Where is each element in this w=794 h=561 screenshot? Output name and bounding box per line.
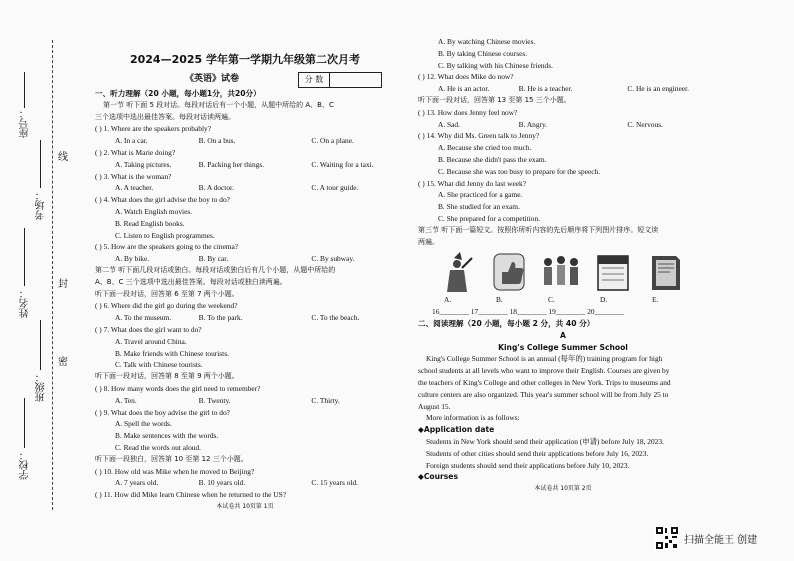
passage-line: culture centers are also organized. This year's summer school will be from July 25 to bbox=[418, 389, 669, 399]
option-text: A. A teacher. bbox=[115, 183, 154, 193]
answer-options bbox=[95, 135, 395, 147]
answer-options bbox=[95, 477, 395, 489]
right-column bbox=[418, 36, 708, 495]
question-text: ( ) 2. What is Marie doing? bbox=[95, 147, 176, 157]
option-text: A. By watching Chinese movies. bbox=[438, 37, 536, 46]
right-page-footer: 本试卷共 10页第 2页 bbox=[534, 485, 592, 493]
question-text: ( ) 15. What did Jenny do last week? bbox=[418, 178, 527, 188]
option-text: C. Thirty. bbox=[311, 395, 340, 405]
pic-label-a: A. bbox=[444, 295, 452, 305]
option-text: B. To the park. bbox=[198, 313, 243, 323]
instruction-text: 听下面一段对话，回答第 8 至第 9 两个小题。 bbox=[95, 372, 239, 381]
question-text: ( ) 3. What is the woman? bbox=[95, 171, 172, 181]
name-underline bbox=[24, 228, 25, 286]
option-text: C. He is an engineer. bbox=[627, 84, 689, 94]
picture-labels bbox=[418, 294, 708, 306]
answer-options bbox=[95, 253, 395, 265]
option-text: A. By bike. bbox=[115, 254, 150, 264]
option-text: C. 15 years old. bbox=[311, 478, 358, 488]
option-text: A. 7 years old. bbox=[115, 478, 159, 488]
application-line: Foreign students should send their applications before July 10, 2023. bbox=[426, 460, 630, 470]
mark-seal-2: 封 bbox=[58, 279, 68, 290]
seat-underline bbox=[24, 72, 25, 108]
option-text: C. Waiting for a taxi. bbox=[311, 159, 374, 169]
option-text: B. Packing her things. bbox=[198, 159, 265, 169]
subtitle-row bbox=[95, 72, 395, 88]
option-text: C. By subway. bbox=[311, 254, 355, 264]
passage-line: August 15. bbox=[418, 401, 451, 411]
name-label: 姓名： bbox=[20, 288, 31, 318]
question-text: ( ) 5. How are the speakers going to the cinema? bbox=[95, 242, 239, 252]
instruction-text: 第三节 听下面一篇短文。按照你所听内容的先后顺序将下列图片排序。短文读 bbox=[418, 225, 659, 234]
exam-subtitle: 《英语》试卷 bbox=[185, 74, 240, 84]
thumbs-up-picture bbox=[484, 250, 534, 294]
answer-options bbox=[95, 395, 395, 407]
option-text: B. A doctor. bbox=[198, 183, 234, 193]
pic-label-e: E. bbox=[652, 295, 659, 305]
option-text: B. By taking Chinese courses. bbox=[438, 48, 528, 58]
seat-label: 座号： bbox=[20, 108, 31, 138]
class-underline bbox=[40, 320, 41, 370]
pic-label-c: C. bbox=[548, 295, 555, 305]
exam-title: 2024—2025 学年第一学期九年级第二次月考 bbox=[129, 53, 361, 66]
answer-options bbox=[418, 83, 708, 95]
answer-options bbox=[95, 312, 395, 324]
picture-row bbox=[418, 248, 708, 294]
question-text: ( ) 4. What does the girl advise the boy to do? bbox=[95, 195, 230, 205]
question-text: ( ) 12. What does Mike do now? bbox=[418, 72, 514, 82]
passage-line: King's College Summer School is an annual (每年的) training program for high bbox=[426, 354, 663, 364]
left-question-list bbox=[95, 88, 395, 501]
scanner-watermark: 扫描全能王 创建 bbox=[684, 535, 758, 546]
question-text: ( ) 6. Where did the girl go during the weekend? bbox=[95, 301, 238, 311]
seal-line bbox=[52, 40, 53, 510]
instruction-text: 三个选项中选出最佳答案。每段对话读两遍。 bbox=[95, 112, 235, 121]
instruction-text: A、B、C 三个选项中选出最佳答案。每段对话或独白读两遍。 bbox=[95, 277, 287, 286]
courses-heading: ◆Courses bbox=[418, 472, 458, 482]
passage-title: King's College Summer School bbox=[498, 342, 628, 352]
question-text: ( ) 11. How did Mike learn Chinese when he returned to the US? bbox=[95, 490, 287, 500]
option-text: B. He is a teacher. bbox=[518, 84, 573, 94]
option-text: C. Listen to English programmes. bbox=[115, 230, 215, 240]
exam-no-label: 考场： bbox=[36, 190, 47, 220]
option-text: B. On a bus. bbox=[198, 136, 236, 146]
option-text: B. 10 years old. bbox=[198, 478, 246, 488]
answer-options bbox=[418, 119, 708, 131]
question-text: ( ) 9. What does the boy advise the girl to do? bbox=[95, 407, 230, 417]
school-label: 学校： bbox=[20, 450, 31, 480]
score-box bbox=[298, 72, 382, 88]
question-text: ( ) 7. What does the girl want to do? bbox=[95, 324, 202, 334]
mark-seal: 线 bbox=[58, 152, 68, 163]
option-text: B. Because she didn't pass the exam. bbox=[438, 154, 547, 164]
calendar-picture bbox=[588, 250, 638, 294]
pic-label-b: B. bbox=[496, 295, 503, 305]
left-page-footer: 本试卷共 10页第 1页 bbox=[216, 502, 274, 510]
question-text: ( ) 14. Why did Ms. Green talk to Jenny? bbox=[418, 131, 540, 141]
option-text: B. Make friends with Chinese tourists. bbox=[115, 348, 229, 358]
option-text: C. Read the words out aloud. bbox=[115, 442, 202, 452]
passage-line: the teachers of King's College and other colleges in New York. Trips to museums and bbox=[418, 377, 671, 387]
qr-code-icon bbox=[655, 526, 679, 550]
question-text: ( ) 8. How many words does the girl need to remember? bbox=[95, 383, 261, 393]
option-text: C. By talking with his Chinese friends. bbox=[438, 60, 553, 70]
option-text: A. Sad. bbox=[438, 119, 460, 129]
option-text: B. Read English books. bbox=[115, 218, 185, 228]
application-line: Students in New York should send their application (申请) before July 18, 2023. bbox=[426, 436, 664, 446]
option-text: A. Taking pictures. bbox=[115, 159, 172, 169]
pic-label-d: D. bbox=[600, 295, 608, 305]
exam-no-underline bbox=[40, 140, 41, 188]
answer-options bbox=[95, 182, 395, 194]
instruction-text: 听下面一段对话，回答第 13 至第 15 三个小题。 bbox=[418, 95, 571, 104]
option-text: C. A tour guide. bbox=[311, 183, 359, 193]
book-picture bbox=[640, 250, 690, 294]
option-text: C. On a plane. bbox=[311, 136, 354, 146]
option-text: A. Travel around China. bbox=[115, 336, 187, 346]
option-text: A. Spell the words. bbox=[115, 419, 172, 429]
option-text: B. Twenty. bbox=[198, 395, 231, 405]
option-text: C. Talk with Chinese tourists. bbox=[115, 360, 203, 370]
option-text: A. Ten. bbox=[115, 395, 137, 405]
instruction-text: 第二节 听下面几段对话或独白。每段对话或独白后有几个小题，从题中所给的 bbox=[95, 265, 336, 274]
binding-margin bbox=[0, 0, 80, 561]
application-date-heading: ◆Application date bbox=[418, 425, 495, 435]
right-question-list bbox=[418, 36, 708, 248]
question-text: ( ) 1. Where are the speakers probably? bbox=[95, 124, 212, 134]
option-text: C. To the beach. bbox=[311, 313, 360, 323]
application-line: Students of other cities should send their applications before July 16, 2023. bbox=[426, 448, 649, 458]
section-heading: 一、听力理解（20 小题，每小题1分，共20分） bbox=[95, 89, 261, 98]
option-text: C. Because she was too busy to prepare for the speech. bbox=[438, 166, 601, 176]
instruction-text: 听下面一段对话，回答第 6 至第 7 两个小题。 bbox=[95, 289, 239, 298]
answer-options bbox=[95, 159, 395, 171]
lady-liberty-picture bbox=[432, 250, 482, 294]
passage-line: school students at all levels who want to improve their English. Courses are given by bbox=[418, 366, 670, 376]
option-text: A. She practiced for a game. bbox=[438, 190, 523, 200]
question-text: ( ) 13. How does Jenny feel now? bbox=[418, 107, 518, 117]
option-text: A. Watch English movies. bbox=[115, 206, 193, 216]
option-text: B. By car. bbox=[198, 254, 229, 264]
mark-seal-3: 密 bbox=[58, 357, 68, 368]
option-text: C. She prepared for a competition. bbox=[438, 213, 541, 223]
score-label: 分 数 bbox=[299, 73, 330, 87]
section-two-heading: 二、阅读理解（20 小题，每小题 2 分，共 40 分） bbox=[418, 318, 595, 328]
option-text: A. He is an actor. bbox=[438, 84, 490, 94]
option-text: B. Make sentences with the words. bbox=[115, 431, 219, 441]
students-picture bbox=[536, 250, 586, 294]
option-text: A. In a car. bbox=[115, 136, 148, 146]
option-text: B. Angry. bbox=[518, 119, 548, 129]
question-text: ( ) 10. How old was Mike when he moved to Beijing? bbox=[95, 466, 255, 476]
option-text: A. To the museum. bbox=[115, 313, 172, 323]
answer-blanks: 16________ 17________ 18________ 19________ 20________ bbox=[432, 307, 625, 317]
option-text: A. Because she cried too much. bbox=[438, 143, 532, 153]
instruction-text: 听下面一段独白，回答第 10 至第 12 三个小题。 bbox=[95, 454, 248, 463]
passage-letter: A bbox=[560, 330, 566, 340]
option-text: C. Nervous. bbox=[627, 119, 663, 129]
more-info: More information is as follows: bbox=[426, 413, 520, 423]
option-text: B. She studied for an exam. bbox=[438, 202, 520, 212]
instruction-text: 两遍。 bbox=[418, 237, 439, 246]
school-underline bbox=[24, 398, 25, 448]
instruction-text: 第一节 听下面 5 段对话。每段对话后有一个小题，从题中所给的 A、B、C bbox=[103, 100, 334, 109]
class-label: 班级： bbox=[36, 372, 47, 402]
left-column bbox=[95, 0, 395, 513]
